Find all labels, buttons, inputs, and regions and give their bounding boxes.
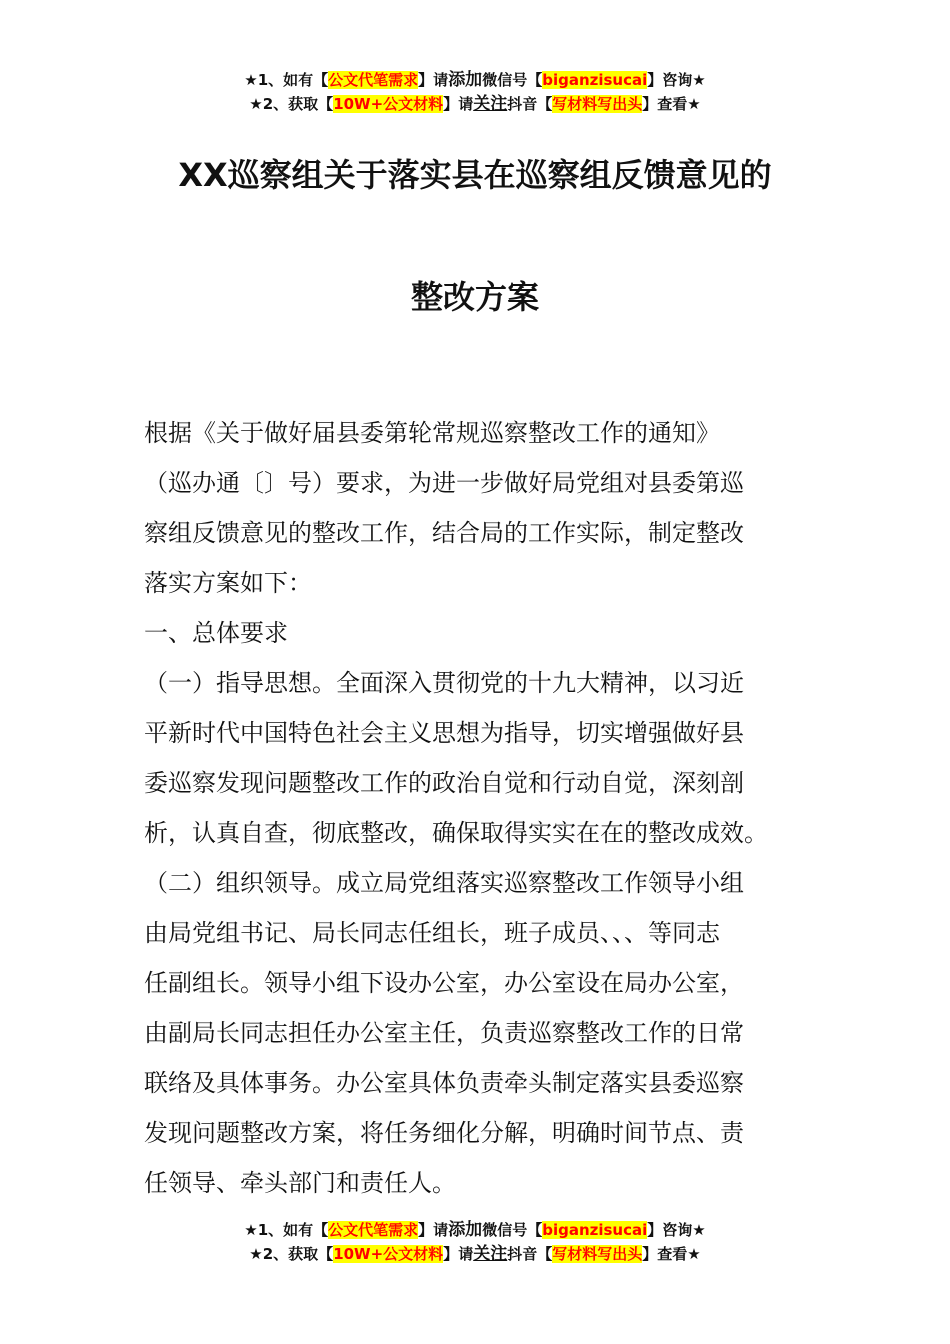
banner-text: 抖音【 — [507, 1245, 553, 1263]
banner-highlight: 10W+公文材料 — [333, 95, 444, 113]
footer-banner-line-1 — [0, 1218, 950, 1242]
header-banner — [0, 68, 950, 116]
document-body — [144, 408, 809, 1208]
body-line: （一）指导思想。全面深入贯彻党的十九大精神，以习近 — [144, 669, 744, 697]
footer-banner-line-2 — [0, 1242, 950, 1266]
banner-text: 微信号【 — [482, 71, 543, 89]
banner-emphasis: 关注 — [473, 94, 508, 114]
banner-text: ★2、获取【 — [249, 95, 334, 113]
body-line: 由局党组书记、局长同志任组长，班子成员、、、等同志 — [144, 919, 720, 947]
header-banner-line-2 — [0, 92, 950, 116]
banner-text: 】查看★ — [642, 1245, 701, 1263]
banner-douyin-id: 写材料写出头 — [552, 1245, 643, 1263]
banner-text: 】请 — [443, 95, 474, 113]
banner-emphasis: 关注 — [473, 1244, 508, 1264]
body-line: 由副局长同志担任办公室主任，负责巡察整改工作的日常 — [144, 1019, 744, 1047]
banner-text: 】请 — [418, 71, 449, 89]
body-line: 平新时代中国特色社会主义思想为指导，切实增强做好县 — [144, 719, 744, 747]
body-line: 任副组长。领导小组下设办公室，办公室设在局办公室， — [144, 969, 744, 997]
body-line: 根据《关于做好届县委第轮常规巡察整改工作的通知》 — [144, 419, 720, 447]
header-banner-line-1 — [0, 68, 950, 92]
body-line: 联络及具体事务。办公室具体负责牵头制定落实县委巡察 — [144, 1069, 744, 1097]
body-line: （二）组织领导。成立局党组落实巡察整改工作领导小组 — [144, 869, 744, 897]
section-heading: 一、总体要求 — [144, 619, 288, 647]
banner-emphasis: 添加 — [448, 1220, 483, 1240]
banner-highlight: 公文代笔需求 — [328, 71, 419, 89]
banner-wechat-id: biganzisucai — [542, 71, 648, 89]
banner-text: 】咨询★ — [647, 71, 706, 89]
banner-text: 】请 — [418, 1221, 449, 1239]
banner-douyin-id: 写材料写出头 — [552, 95, 643, 113]
body-line: 落实方案如下： — [144, 569, 312, 597]
body-line: 察组反馈意见的整改工作，结合局的工作实际，制定整改 — [144, 519, 744, 547]
banner-text: ★2、获取【 — [249, 1245, 334, 1263]
banner-text: ★1、如有【 — [244, 71, 329, 89]
banner-emphasis: 添加 — [448, 70, 483, 90]
document-title-line-1: XX巡察组关于落实县在巡察组反馈意见的 — [178, 156, 772, 194]
body-line: （巡办通〔〕号）要求，为进一步做好局党组对县委第巡 — [144, 469, 744, 497]
footer-banner — [0, 1218, 950, 1266]
banner-text: 抖音【 — [507, 95, 553, 113]
banner-text: 微信号【 — [482, 1221, 543, 1239]
body-line: 委巡察发现问题整改工作的政治自觉和行动自觉，深刻剖 — [144, 769, 744, 797]
body-line: 发现问题整改方案，将任务细化分解，明确时间节点、责 — [144, 1119, 744, 1147]
banner-highlight: 公文代笔需求 — [328, 1221, 419, 1239]
banner-text: 】查看★ — [642, 95, 701, 113]
banner-text: 】请 — [443, 1245, 474, 1263]
banner-text: ★1、如有【 — [244, 1221, 329, 1239]
body-line: 析，认真自查，彻底整改，确保取得实实在在的整改成效。 — [144, 819, 768, 847]
banner-wechat-id: biganzisucai — [542, 1221, 648, 1239]
body-line: 任领导、牵头部门和责任人。 — [144, 1169, 456, 1197]
document-title-line-2: 整改方案 — [410, 278, 539, 316]
banner-text: 】咨询★ — [647, 1221, 706, 1239]
banner-highlight: 10W+公文材料 — [333, 1245, 444, 1263]
